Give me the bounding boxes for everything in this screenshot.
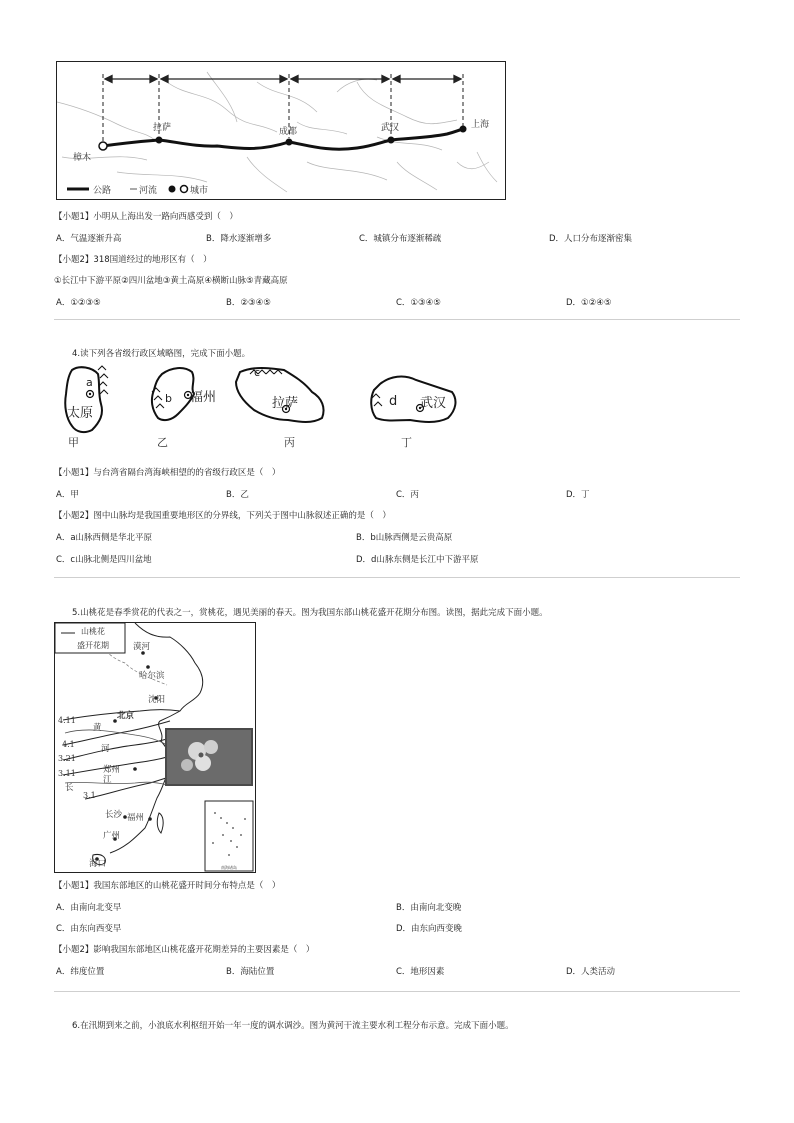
map-caption-ding: 丁 [401, 436, 412, 449]
peach-blossom-map [54, 622, 256, 873]
city-fuzhou: 福州 [127, 813, 145, 823]
river-chang: 长 [65, 783, 74, 793]
city-label-shanghai: 上海 [471, 120, 490, 130]
city-mohe: 漠河 [133, 642, 151, 652]
q4-sub1-option-b[interactable]: B．乙 [226, 490, 249, 500]
q4-title: 4.读下列各省级行政区域略图，完成下面小题。 [72, 349, 251, 359]
q4-sub1-option-a[interactable]: A．甲 [56, 490, 79, 500]
map-mark-b: b [165, 392, 172, 405]
city-label-lhasa: 拉萨 [153, 123, 172, 133]
q6-title: 6.在汛期到来之前，小浪底水利枢纽开始一年一度的调水调沙。图为黄河干流主要水利工程分布示意。完成下面小题。 [72, 1021, 514, 1031]
date-4-1: 4.1 [62, 740, 75, 749]
q3-sub2-items: ①长江中下游平原②四川盆地③黄土高原④横断山脉⑤青藏高原 [54, 276, 288, 286]
city-shenyang: 沈阳 [148, 695, 166, 705]
map-city-fuzhou: 福州 [190, 390, 217, 405]
city-guangzhou: 广州 [103, 831, 121, 841]
legend-river: 河流 [139, 186, 158, 196]
river-huang: 黄 [93, 723, 102, 733]
city-haikou: 海口 [89, 859, 107, 869]
legend-line-1: 山桃花 [81, 627, 105, 636]
q4-sub2-option-a[interactable]: A．a山脉西侧是华北平原 [56, 533, 153, 543]
q4-sub2-option-c[interactable]: C．c山脉北侧是四川盆地 [56, 555, 152, 565]
city-label-chengdu: 成都 [279, 127, 298, 137]
q5-title: 5.山桃花是春季赏花的代表之一，赏桃花，遇见美丽的春天。图为我国东部山桃花盛开花期分布图。读图，据此完成下面小题。 [72, 608, 548, 618]
q4-sub1-stem: 【小题1】与台湾省隔台湾海峡相望的的省级行政区是（ ） [54, 468, 281, 478]
province-maps-drawing [54, 362, 614, 452]
q4-sub1-option-c[interactable]: C．丙 [396, 490, 419, 500]
q3-sub1-option-a[interactable]: A．气温逐渐升高 [56, 234, 122, 244]
city-harbin: 哈尔滨 [139, 671, 165, 681]
q5-sub1-stem: 【小题1】我国东部地区的山桃花盛开时间分布特点是（ ） [54, 881, 281, 891]
inset-label: 南海诸岛 [221, 865, 237, 870]
river-jiang: 江 [103, 775, 112, 785]
q5-sub1-option-c[interactable]: C．由东向西变早 [56, 924, 122, 934]
divider [54, 991, 740, 992]
map-mark-c: c [254, 366, 261, 379]
city-zhengzhou: 郑州 [103, 765, 121, 775]
q3-sub2-option-c[interactable]: C．①③④⑤ [396, 298, 441, 308]
date-4-11: 4.11 [58, 716, 76, 725]
q3-sub2-option-b[interactable]: B．②③④⑤ [226, 298, 271, 308]
q5-sub2-option-a[interactable]: A．纬度位置 [56, 967, 105, 977]
map-city-taiyuan: 太原 [67, 406, 94, 421]
q3-sub2-option-d[interactable]: D．①②④⑤ [566, 298, 612, 308]
city-label-zhangmu: 樟木 [73, 153, 92, 163]
city-changsha: 长沙 [105, 810, 123, 820]
q4-sub2-option-d[interactable]: D．d山脉东侧是长江中下游平原 [356, 555, 479, 565]
q3-sub2-stem: 【小题2】318国道经过的地形区有（ ） [54, 255, 212, 265]
q3-sub1-option-c[interactable]: C．城镇分布逐渐稀疏 [359, 234, 442, 244]
map-caption-jia: 甲 [68, 436, 79, 449]
q4-sub1-option-d[interactable]: D．丁 [566, 490, 590, 500]
map-city-lhasa: 拉萨 [272, 396, 299, 411]
route-318-map [56, 61, 506, 200]
q5-sub1-option-d[interactable]: D．由东向西变晚 [396, 924, 463, 934]
legend-line-2: 盛开花期 [77, 641, 109, 650]
divider [54, 319, 740, 320]
q3-sub2-option-a[interactable]: A．①②③⑤ [56, 298, 101, 308]
map-caption-yi: 乙 [157, 436, 168, 449]
map-city-wuhan: 武汉 [420, 396, 447, 411]
peach-map-drawing [55, 623, 255, 872]
divider [54, 577, 740, 578]
date-3-21: 3.21 [58, 754, 76, 763]
q3-sub1-stem: 【小题1】小明从上海出发一路向西感受到（ ） [54, 212, 238, 222]
q5-sub1-option-a[interactable]: A．由南向北变早 [56, 903, 122, 913]
map-caption-bing: 丙 [284, 436, 295, 449]
city-beijing: 北京 [117, 711, 135, 721]
q3-sub1-option-b[interactable]: B．降水逐渐增多 [206, 234, 272, 244]
q4-sub2-stem: 【小题2】图中山脉均是我国重要地形区的分界线，下列关于图中山脉叙述正确的是（ ） [54, 511, 391, 521]
q5-sub1-option-b[interactable]: B．由南向北变晚 [396, 903, 462, 913]
q5-sub2-option-d[interactable]: D．人类活动 [566, 967, 616, 977]
legend-city: 城市 [190, 186, 209, 196]
legend-road: 公路 [93, 186, 112, 196]
q5-sub2-option-c[interactable]: C．地形因素 [396, 967, 445, 977]
q5-sub2-stem: 【小题2】影响我国东部地区山桃花盛开花期差异的主要因素是（ ） [54, 945, 315, 955]
q5-sub2-option-b[interactable]: B．海陆位置 [226, 967, 275, 977]
date-3-11: 3.11 [58, 769, 76, 778]
q3-sub1-option-d[interactable]: D．人口分布逐渐密集 [549, 234, 633, 244]
date-3-1: 3.1 [83, 791, 96, 800]
river-he: 河 [101, 744, 110, 754]
city-label-wuhan: 武汉 [381, 123, 400, 133]
map-mark-a: a [86, 376, 93, 389]
map-mark-d: d [389, 394, 398, 409]
q4-sub2-option-b[interactable]: B．b山脉西侧是云贵高原 [356, 533, 453, 543]
